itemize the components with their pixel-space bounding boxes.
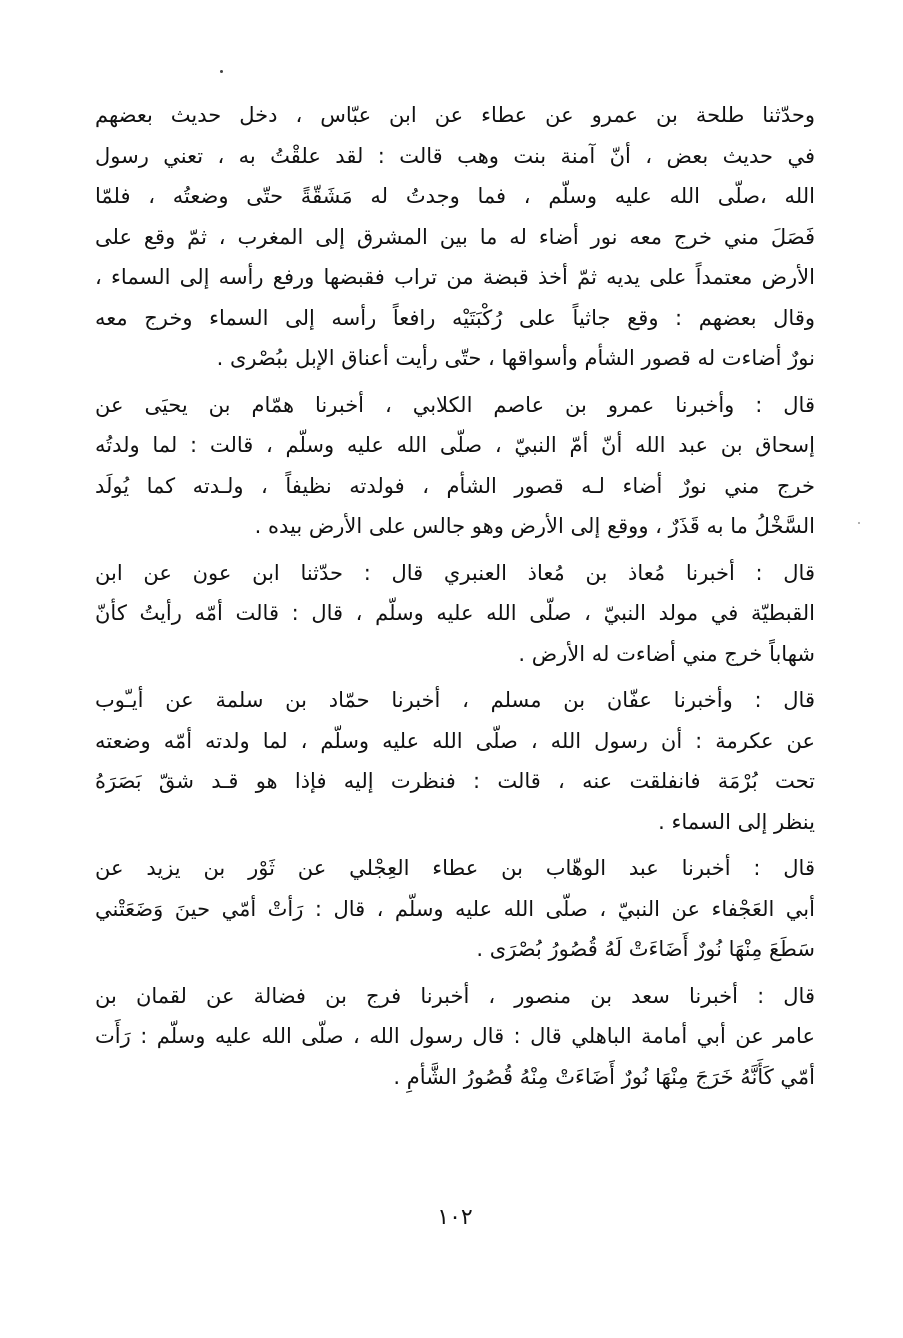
paragraph [95,95,815,379]
page-number: ١٠٢ [437,1205,473,1230]
text-line: شهاباً خرج مني أضاءت له الأرض . [518,641,815,666]
text-line: عامر عن أبي أمامة الباهلي قال : قال رسول الله ، صلّى الله عليه وسلّم : رَأَت [95,1024,815,1048]
ink-speck [220,70,223,73]
text-line: إسحاق بن عبد الله أنّ أمّ النبيّ ، صلّى الله عليه وسلّم ، قالت : لما ولدتُه [95,433,815,457]
text-line: الله ،صلّى الله عليه وسلّم ، فما وجدتُ له مَشَقّةً حتّى وضعتُه ، فلمّا [95,184,815,208]
text-line: قال : وأخبرنا عمرو بن عاصم الكلابي ، أخبرنا همّام بن يحيَى عن [95,392,815,417]
ink-speck [858,522,860,524]
text-line: الأرض معتمداً على يديه ثمّ أخذ قبضة من تراب فقبضها ورفع رأسه إلى السماء ، [95,265,815,289]
paragraph [95,680,815,842]
text-line: تحت بُرْمَة فانفلقت عنه ، قالت : فنظرت إليه فإذا هو قـد شقّ بَصَرَهُ [95,769,815,793]
paragraph [95,848,815,970]
text-line: السَّخْلُ ما به قَذَرٌ ، ووقع إلى الأرض وهو جالس على الأرض بيده . [254,514,815,538]
paragraph [95,976,815,1098]
text-line: وقال بعضهم : وقع جاثياً على رُكْبَتَيْه رافعاً رأسه إلى السماء وخرج معه [95,305,815,330]
text-line: نورٌ أضاءت له قصور الشأم وأسواقها ، حتّى رأيت أعناق الإبل ببُصْرى . [216,346,815,370]
text-line: في حديث بعض ، أنّ آمنة بنت وهب قالت : لقد علقْتُ به ، تعني رسول [95,143,815,168]
text-line: أبي العَجْفاء عن النبيّ ، صلّى الله عليه وسلّم ، قال : رَأتْ أمّي حينَ وَضَعَتْني [95,896,815,921]
text-line: سَطَعَ مِنْهَا نُورٌ أَضَاءَتْ لَهُ قُصُورُ بُصْرَى . [476,937,815,961]
book-page [95,95,815,1255]
text-line: وحدّثنا طلحة بن عمرو عن عطاء عن ابن عبّاس ، دخل حديث بعضهم [95,103,815,127]
text-line: أمّي كَأَنَّهُ خَرَجَ مِنْهَا نُورٌ أَضَاءَتْ مِنْهُ قُصُورُ الشَّأمِ . [393,1064,815,1089]
text-line: خرج مني نورٌ أضاء لـه قصور الشأم ، فولدته نظيفاً ، ولـدته كما يُولَد [95,473,815,498]
text-line: قال : أخبرنا مُعاذ بن مُعاذ العنبري قال : حدّثنا ابن عون عن ابن [95,560,815,585]
text-line: قال : وأخبرنا عفّان بن مسلم ، أخبرنا حمّاد بن سلمة عن أيـّوب [95,688,815,712]
text-line: قال : أخبرنا سعد بن منصور ، أخبرنا فرج بن فضالة عن لقمان بن [95,983,815,1008]
paragraph [95,553,815,675]
paragraph [95,385,815,547]
text-line: قال : أخبرنا عبد الوهّاب بن عطاء العِجْلي عن ثَوْر بن يزيد عن [95,856,815,880]
text-line: فَصَلَ مني خرج معه نور أضاء له ما بين المشرق إلى المغرب ، ثمّ وقع على [95,224,815,249]
text-line: ينظر إلى السماء . [658,809,815,834]
text-line: عن عكرمة : أن رسول الله ، صلّى الله عليه وسلّم ، لما ولدته أمّه وضعته [95,728,815,753]
text-line: القبطيّة في مولد النبيّ ، صلّى الله عليه وسلّم ، قال : قالت أمّه رأيتُ كأنّ [95,601,815,625]
page-body [95,95,815,1097]
